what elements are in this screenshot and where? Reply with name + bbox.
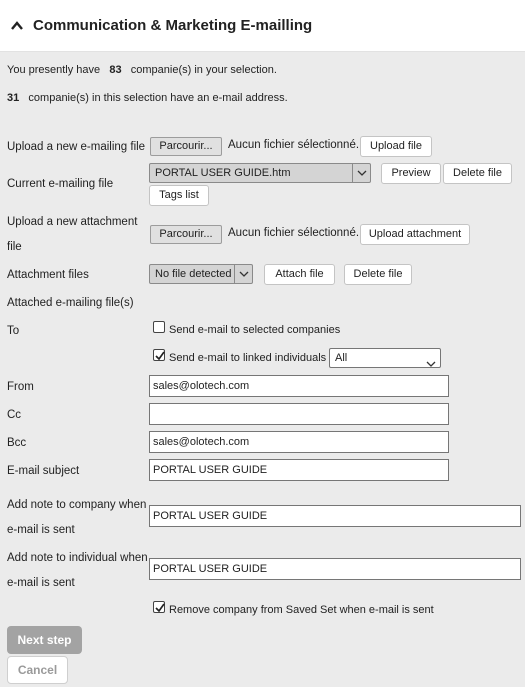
next-step-button[interactable]: Next step (7, 626, 82, 654)
selection-summary (7, 64, 277, 76)
upload-file-button[interactable]: Upload file (360, 136, 432, 157)
email-suffix: companie(s) in this selection have an e-mail address. (28, 92, 288, 104)
tags-list-button[interactable]: Tags list (149, 185, 209, 206)
section-title: Communication & Marketing E-mailling (33, 17, 313, 34)
selection-suffix: companie(s) in your selection. (130, 64, 277, 76)
chevron-down-icon (426, 355, 436, 373)
individual-note-label: Add note to individual when (7, 552, 148, 564)
delete-mailing-button[interactable]: Delete file (443, 163, 512, 184)
send-companies-checkbox[interactable] (153, 321, 165, 333)
checkmark-icon (154, 602, 166, 614)
selection-count: 83 (109, 64, 122, 76)
subject-label: E-mail subject (7, 465, 80, 477)
chevron-down-icon (352, 164, 370, 182)
from-field[interactable]: sales@olotech.com (149, 375, 449, 397)
browse-mailing-button[interactable]: Parcourir... (150, 137, 222, 156)
remove-saved-set-label: Remove company from Saved Set when e-mail is sent (169, 604, 434, 616)
from-label: From (7, 381, 34, 393)
cc-field[interactable] (149, 403, 449, 425)
send-companies-label: Send e-mail to selected companies (169, 324, 341, 336)
mailing-no-file-text: Aucun fichier sélectionné. (228, 139, 360, 151)
to-label: To (7, 325, 20, 337)
individuals-filter-select[interactable] (329, 348, 441, 368)
current-mailing-value: PORTAL USER GUIDE.htm (155, 167, 291, 179)
attachment-files-select[interactable] (149, 264, 253, 284)
company-note-label: Add note to company when (7, 499, 147, 511)
section-header[interactable] (0, 0, 525, 52)
current-mailing-select[interactable] (149, 163, 371, 183)
delete-attachment-button[interactable]: Delete file (344, 264, 412, 285)
chevron-up-icon[interactable] (10, 20, 24, 32)
upload-mailing-label: Upload a new e-mailing file (7, 141, 146, 153)
bcc-field[interactable]: sales@olotech.com (149, 431, 449, 453)
attach-file-button[interactable]: Attach file (264, 264, 335, 285)
upload-attachment-label-cont: file (7, 241, 22, 253)
email-summary (7, 92, 288, 104)
attached-files-label: Attached e-mailing file(s) (7, 297, 134, 309)
checkmark-icon (154, 350, 166, 362)
subject-field[interactable]: PORTAL USER GUIDE (149, 459, 449, 481)
send-individuals-checkbox[interactable] (153, 349, 165, 361)
upload-attachment-label: Upload a new attachment (7, 216, 138, 228)
current-mailing-label: Current e-mailing file (7, 178, 114, 190)
company-note-label-cont: e-mail is sent (7, 524, 75, 536)
remove-saved-set-checkbox[interactable] (153, 601, 165, 613)
bcc-label: Bcc (7, 437, 27, 449)
individuals-filter-value: All (335, 352, 348, 364)
send-individuals-label: Send e-mail to linked individuals (169, 352, 327, 364)
preview-button[interactable]: Preview (381, 163, 441, 184)
individual-note-label-cont: e-mail is sent (7, 577, 75, 589)
cc-label: Cc (7, 409, 22, 421)
upload-attachment-button[interactable]: Upload attachment (360, 224, 470, 245)
attachment-files-value: No file detected (155, 268, 232, 280)
cancel-button[interactable]: Cancel (7, 656, 68, 684)
attachment-no-file-text: Aucun fichier sélectionné. (228, 227, 360, 239)
selection-prefix: You presently have (7, 64, 101, 76)
chevron-down-icon (234, 265, 252, 283)
company-note-field[interactable]: PORTAL USER GUIDE (149, 505, 521, 527)
browse-attachment-button[interactable]: Parcourir... (150, 225, 222, 244)
attachment-files-label: Attachment files (7, 269, 89, 281)
email-count: 31 (7, 92, 20, 104)
individual-note-field[interactable]: PORTAL USER GUIDE (149, 558, 521, 580)
